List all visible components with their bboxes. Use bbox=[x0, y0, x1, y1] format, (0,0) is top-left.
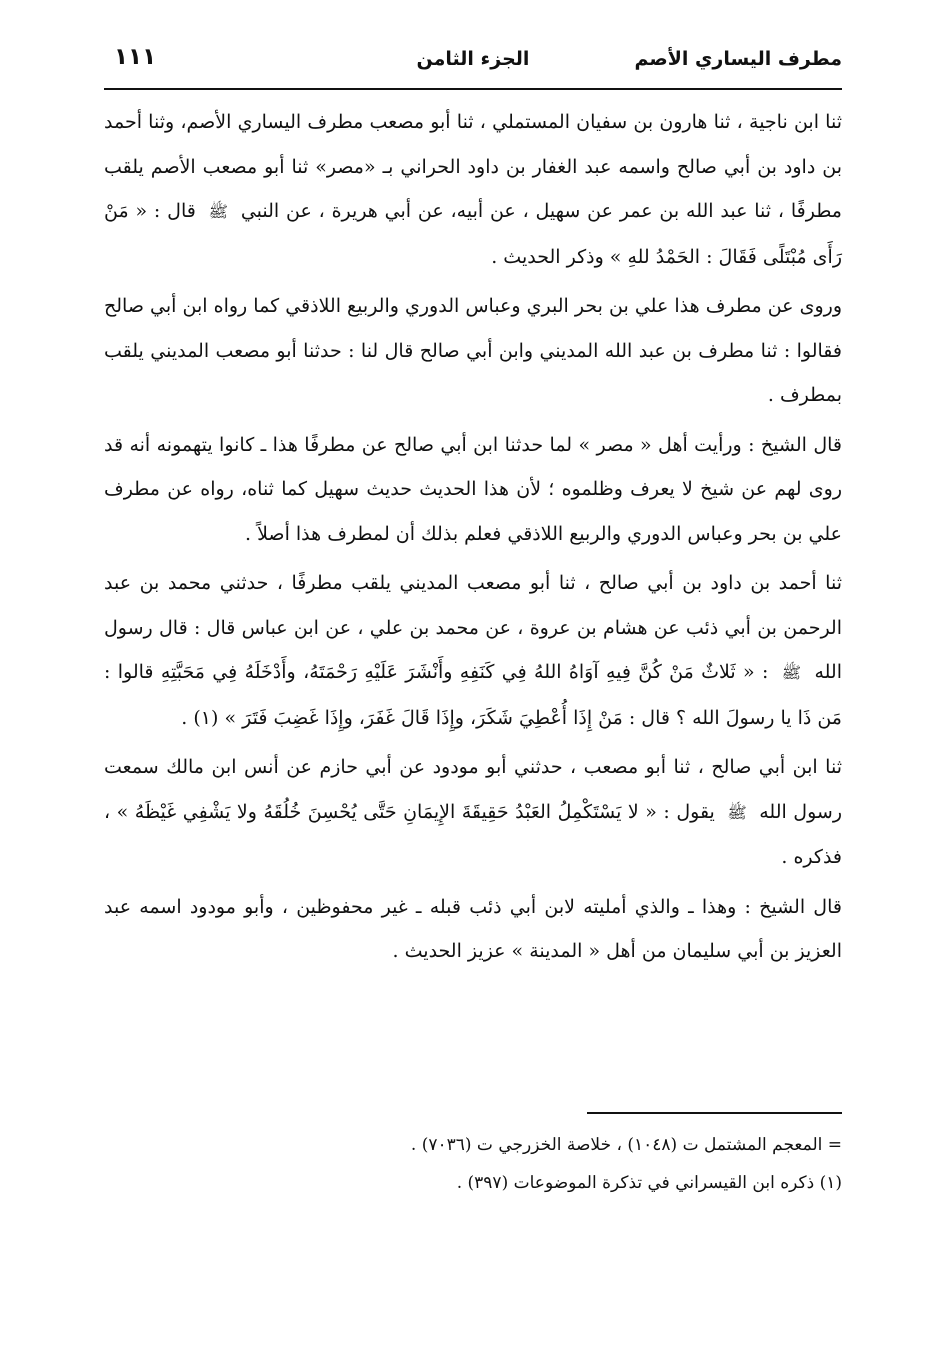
page-number: ١١١ bbox=[114, 44, 157, 70]
running-header bbox=[104, 42, 842, 82]
header-rule bbox=[104, 88, 842, 90]
paragraph-text: قال الشيخ : ورأيت أهل « مصر » لما حدثنا ابن أبي صالح عن مطرفًا هذا ـ كانوا يتهمونه أنه قد روى لهم عن شيخ لا يعرف وظلموه ؛ لأن هذا الحديث حديث سهيل كما ثناه، رواه عن مطرف علي بن بحر وعباس الدوري والربيع اللاذقي فعلم بذلك أن لمطرف هذا أصلاً . bbox=[104, 433, 842, 545]
paragraph-text: قال الشيخ : وهذا ـ والذي أمليته لابن أبي ذئب قبله ـ غير محفوظين ، وأبو مودود اسمه عبد العزيز بن أبي سليمان من أهل « المدينة » عزيز الحديث . bbox=[104, 895, 842, 962]
book-title: مطرف اليساري الأصم bbox=[634, 48, 842, 70]
main-text bbox=[104, 100, 842, 979]
honorific-symbol: ﷺ bbox=[781, 663, 802, 682]
paragraph bbox=[104, 885, 842, 974]
part-label: الجزء الثامن bbox=[416, 48, 530, 70]
paragraph bbox=[104, 284, 842, 418]
paragraph-text: ثنا ابن أبي صالح ، ثنا أبو مصعب ، حدثني أبو مودود عن أبي حازم عن أنس ابن مالك سمعت رسول الله bbox=[104, 756, 842, 823]
paragraph-text: : « ثَلاثٌ مَنْ كُنَّ فِيهِ آوَاهُ اللهُ فِي كَنَفِهِ وأَنْشَرَ عَلَيْهِ رَحْمَتَهُ، وأَدْخَلَهُ فِي مَحَبَّتِهِ قالوا : مَن ذَا يا رسولَ الله ؟ قال : مَنْ إِذَا أُعْطِيَ شَكَرَ، وإِذَا قَالَ غَفَرَ، وإِذَا غَضِبَ فَتَرَ » (١) . bbox=[104, 661, 842, 729]
footnote: = المعجم المشتمل ت (١٠٤٨) ، خلاصة الخزرجي ت (٧٠٣٦) . bbox=[410, 1135, 842, 1155]
honorific-symbol: ﷺ bbox=[727, 802, 747, 822]
honorific-symbol: ﷺ bbox=[208, 202, 228, 221]
paragraph bbox=[104, 423, 842, 557]
footnote-rule bbox=[587, 1112, 842, 1114]
paragraph-text: قال : « مَنْ رَأَى مُبْتَلًى فَقَالَ : الحَمْدُ للهِ » وذكر الحديث . bbox=[104, 200, 842, 268]
paragraph bbox=[104, 561, 842, 740]
paragraph bbox=[104, 745, 842, 880]
paragraph-text: ثنا ابن ناجية ، ثنا هارون بن سفيان المستملي ، ثنا أبو مصعب مطرف اليساري الأصم، وثنا أحمد بن داود بن أبي صالح واسمه عبد الغفار بن داود الحراني بـ «مصر» ثنا أبو مصعب الأصم يلقب مطرفًا ، ثنا عبد الله بن عمر عن سهيل ، عن أبيه، عن أبي هريرة ، عن النبي bbox=[104, 111, 842, 222]
paragraph-text: وروى عن مطرف هذا علي بن بحر البري وعباس الدوري والربيع اللاذقي كما رواه ابن أبي صالح فقالوا : ثنا مطرف بن عبد الله المديني وابن أبي صالح قال لنا : حدثنا أبو مصعب المديني يلقب بمطرف . bbox=[104, 295, 842, 406]
paragraph bbox=[104, 100, 842, 279]
paragraph-text: يقول : « لا يَسْتَكْمِلُ العَبْدُ حَقِيقَةَ الإِيمَانِ حَتَّى يُحْسِنَ خُلُقَهُ ولا يَشْفِي غَيْظَهُ » ، فذكره . bbox=[104, 800, 842, 868]
footnotes bbox=[104, 1130, 842, 1206]
paragraph-text: ثنا أحمد بن داود بن أبي صالح ، ثنا أبو مصعب المديني يلقب مطرفًا ، حدثني محمد بن عبد الرحمن بن أبي ذئب عن هشام بن عروة ، عن محمد بن علي ، عن ابن عباس قال : قال رسول الله bbox=[104, 572, 842, 683]
footnote: (١) ذكره ابن القيسراني في تذكرة الموضوعات (٣٩٧) . bbox=[456, 1173, 842, 1193]
